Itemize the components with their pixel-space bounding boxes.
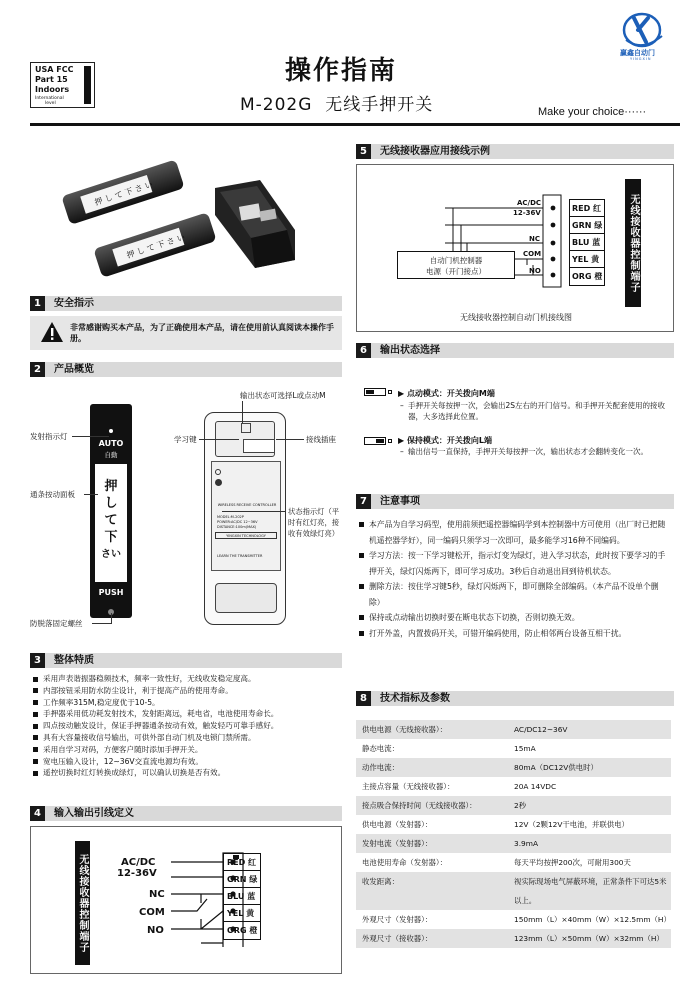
warning-text: 非常感谢购买本产品，为了正确使用本产品，请在使用前认真阅读本操作手册。 <box>70 323 334 343</box>
section-5-number: 5 <box>356 144 371 159</box>
warning-box <box>30 316 342 350</box>
section-1-title: 安全指示 <box>54 298 94 309</box>
label-emit-light: 发射指示灯 <box>30 432 68 441</box>
fcc-badge <box>30 62 95 108</box>
section-5-title: 无线接收器应用接线示例 <box>380 146 490 157</box>
s4-nc: NC <box>149 889 165 900</box>
section-4-number: 4 <box>30 806 45 821</box>
spec-row: 外观尺寸（发射器）： 150mm（L）×40mm（W）×12.5mm（H） <box>362 915 671 924</box>
logo-text: 赢鑫自动门 <box>620 49 655 57</box>
s4-wire-yel: YEL 黄 <box>224 905 260 922</box>
push-label: PUSH <box>98 588 124 597</box>
note-item: 学习方法：按一下学习键松开，指示灯变为绿灯，进入学习状态，此时按下要学习的手押开关，绿灯闪烁两下，即可学习成功。3秒后自动退出回到待机状态。 <box>358 548 670 579</box>
header-rule <box>30 123 680 126</box>
feature-item: 具有大容量接收信号输出，可供外部自动门机及电锁门禁所需。 <box>32 732 344 744</box>
s5-nc: NC <box>529 235 540 243</box>
section-4-header <box>30 806 342 821</box>
note-item: 删除方法：按住学习键5秒，绿灯闪烁两下，即可删除全部编码。（本产品不设单个删除） <box>358 579 670 610</box>
wiring-definition-box <box>30 826 342 974</box>
spec-row: 动作电流： 80mA（DC12V供电时） <box>356 758 671 777</box>
mode-l-body: – 输出信号一直保持，手押开关每按押一次，输出状态才会翻转变化一次。 <box>400 447 648 456</box>
receiver-brand: YINGXIN TECHNOLOGY <box>215 532 277 539</box>
spec-table <box>356 720 674 943</box>
s5-acdc: AC/DC <box>517 199 542 207</box>
s5-wire-grn: GRN 绿 <box>570 217 604 234</box>
s4-wire-grn: GRN 绿 <box>224 871 260 888</box>
fcc-small-2: level <box>45 101 56 106</box>
section-6-number: 6 <box>356 343 371 358</box>
panel-char-4: 下 <box>104 530 118 545</box>
label-status-light: 状态指示灯（平时有红灯亮，接收有效绿灯亮） <box>288 507 340 538</box>
panel-char-5: さい <box>101 549 121 560</box>
label-terminal: 接线插座 <box>306 435 336 444</box>
label-panel: 通条按动面板 <box>30 490 75 499</box>
door-controller-box <box>397 251 515 279</box>
spec-row: 供电电源（无线接收器）： AC/DC12~36V <box>356 720 671 739</box>
feature-item: 遥控切换时红灯转换成绿灯，可以确认切换是否有效。 <box>32 767 344 779</box>
section-1-header <box>30 296 342 311</box>
panel-char-2: し <box>104 496 118 511</box>
section-2-header <box>30 362 342 377</box>
section-8-title: 技术指标及参数 <box>380 693 450 704</box>
receiver-drawing <box>204 412 286 625</box>
section-3-number: 3 <box>30 653 45 668</box>
s5-vertical-label: 无线接收器控制端子 <box>625 179 641 307</box>
feature-item: 宽电压输入设计，12~36V交直流电源均有效。 <box>32 756 344 768</box>
section-7-title: 注意事项 <box>380 496 420 507</box>
s5-caption: 无线接收器控制自动门机接线图 <box>460 313 572 322</box>
logo-sub: YINGXIN <box>630 57 652 61</box>
receiver-hint: LEARN THE TRANSMITTER <box>217 554 263 558</box>
auto-cn-label: 自動 <box>104 451 118 459</box>
mode-m-body: – 手押开关每按押一次，会输出2S左右的开门信号。和手押开关配套使用的接收器，大多选择此位置。 <box>400 401 666 421</box>
push-panel <box>95 464 127 582</box>
s4-wire-org: ORG 橙 <box>227 926 258 935</box>
warning-icon <box>40 321 64 343</box>
section-6-header <box>356 343 674 358</box>
section-1-number: 1 <box>30 296 45 311</box>
spec-row: 电池使用寿命（发射器）： 每天平均按押200次，可耐用300天 <box>362 858 631 867</box>
svg-text:押 し て 下 さ い: 押 し て 下 さ い <box>93 179 155 208</box>
auto-label: AUTO <box>98 439 124 448</box>
feature-item: 四点按动触发设计，保证手押器通条按动有效，触发轻巧可靠手感好。 <box>32 720 344 732</box>
product-photo <box>55 150 315 280</box>
s4-voltage: 12-36V <box>117 868 157 879</box>
panel-char-1: 押 <box>104 479 118 494</box>
note-item: 保持或点动输出切换时要在断电状态下切换，否则切换无效。 <box>358 610 670 626</box>
fcc-small-1: International <box>35 96 64 101</box>
s5-wire-org: ORG 橙 <box>572 272 603 281</box>
mode-l-head: ▶ 保持模式：开关拨向L端 <box>398 436 493 445</box>
section-3-header <box>30 653 342 668</box>
page-title: 操作指南 <box>285 56 398 86</box>
spec-row: 外观尺寸（接收器）： 123mm（L）×50mm（W）×32mm（H） <box>356 929 671 948</box>
features-list <box>32 673 344 779</box>
receiver-model: WIRELESS RECEIVE CONTROLLER <box>217 503 277 507</box>
receiver-power: POWER:AC/DC 12~36V <box>217 520 258 524</box>
s5-wire-yel: YEL 黄 <box>570 251 604 268</box>
feature-item: 采用自学习对码，方便客户随时添加手押开关。 <box>32 744 344 756</box>
receiver-distance: DISTANCE:100m(MAX) <box>217 525 257 529</box>
section-8-number: 8 <box>356 691 371 706</box>
spec-row: 收发距离： 视实际现场电气屏蔽环境，正常条件下可达5米以上。 <box>356 872 671 910</box>
feature-item: 采用声表谐振器稳频技术，频率一致性好，无线收发稳定度高。 <box>32 673 344 685</box>
company-logo <box>608 10 680 60</box>
s5-voltage: 12-36V <box>513 209 541 217</box>
label-anti-drop: 防脱落固定螺丝 <box>30 619 83 628</box>
s4-acdc: AC/DC <box>121 857 156 868</box>
spec-row: 接点吸合保持时间（无线接收器）： 2秒 <box>356 796 671 815</box>
note-item: 打开外盖，内置拨码开关，可错开编码使用，防止相邻两台设备互相干扰。 <box>358 626 670 642</box>
receiver-model-no: MODEL:M-202P <box>217 515 244 519</box>
door-controller-label: 自动门机控制器 <box>429 256 483 265</box>
s5-wire-labels <box>569 199 605 286</box>
section-5-header <box>356 144 674 159</box>
fcc-line-2: Part 15 <box>35 75 68 84</box>
section-6-title: 输出状态选择 <box>380 345 440 356</box>
switch-l-icon <box>364 437 386 445</box>
s4-no: NO <box>147 925 164 936</box>
spec-row: 主接点容量（无线接收器）： 20A 14VDC <box>362 782 557 791</box>
svg-text:押 し て 下 さ い: 押 し て 下 さ い <box>125 232 187 260</box>
s4-vertical-label: 无线接收器控制端子 <box>75 841 90 965</box>
spec-row: 供电电源（发射器）： 12V（2颗12V干电池，并联供电） <box>362 820 629 829</box>
spec-row: 静态电流： 15mA <box>362 744 536 753</box>
feature-item: 内部按钮采用防水防尘设计，利于提高产品的使用寿命。 <box>32 685 344 697</box>
s4-com: COM <box>139 907 165 918</box>
s5-wire-red: RED 红 <box>570 200 604 217</box>
s5-com: COM <box>523 250 542 258</box>
panel-char-3: て <box>104 513 118 528</box>
notes-list <box>358 517 670 641</box>
s4-wire-blu: BLU 蓝 <box>224 888 260 905</box>
note-item: 本产品为自学习码型，使用前须把遥控器编码学到本控制器中方可使用（出厂时已把随机遥控器学好），同一编码只须学习一次即可，最多能学习16种不同编码。 <box>358 517 670 548</box>
section-4-title: 输入输出引线定义 <box>54 808 134 819</box>
spec-row: 发射电流（发射器）： 3.9mA <box>356 834 671 853</box>
page-subtitle: M-202G 无线手押开关 <box>240 95 434 115</box>
label-learn-key: 学习键 <box>174 435 197 444</box>
label-output-switch: 输出状态可选择L或点动M <box>240 391 326 400</box>
slogan: Make your choice······ <box>538 106 647 118</box>
s5-wire-blu: BLU 蓝 <box>570 234 604 251</box>
fcc-line-3: Indoors <box>35 85 70 94</box>
s4-wire-red: RED 红 <box>224 854 260 871</box>
door-controller-sub: 电源（开门接点） <box>426 267 486 276</box>
section-7-header <box>356 494 674 509</box>
feature-item: 工作频率315M,稳定度优于10-5。 <box>32 697 344 709</box>
section-2-title: 产品概览 <box>54 364 94 375</box>
section-8-header <box>356 691 674 706</box>
s4-wire-labels <box>223 853 261 940</box>
s5-no: NO <box>529 267 541 275</box>
section-3-title: 整体特质 <box>54 655 94 666</box>
feature-item: 手押器采用低功耗发射技术，发射距离远，耗电省，电池使用寿命长。 <box>32 708 344 720</box>
mode-m-head: ▶ 点动模式：开关拨向M端 <box>398 389 495 398</box>
application-wiring-box <box>356 164 674 332</box>
fcc-line-1: USA FCC <box>35 65 74 74</box>
switch-m-icon <box>364 388 386 396</box>
section-2-number: 2 <box>30 362 45 377</box>
section-7-number: 7 <box>356 494 371 509</box>
